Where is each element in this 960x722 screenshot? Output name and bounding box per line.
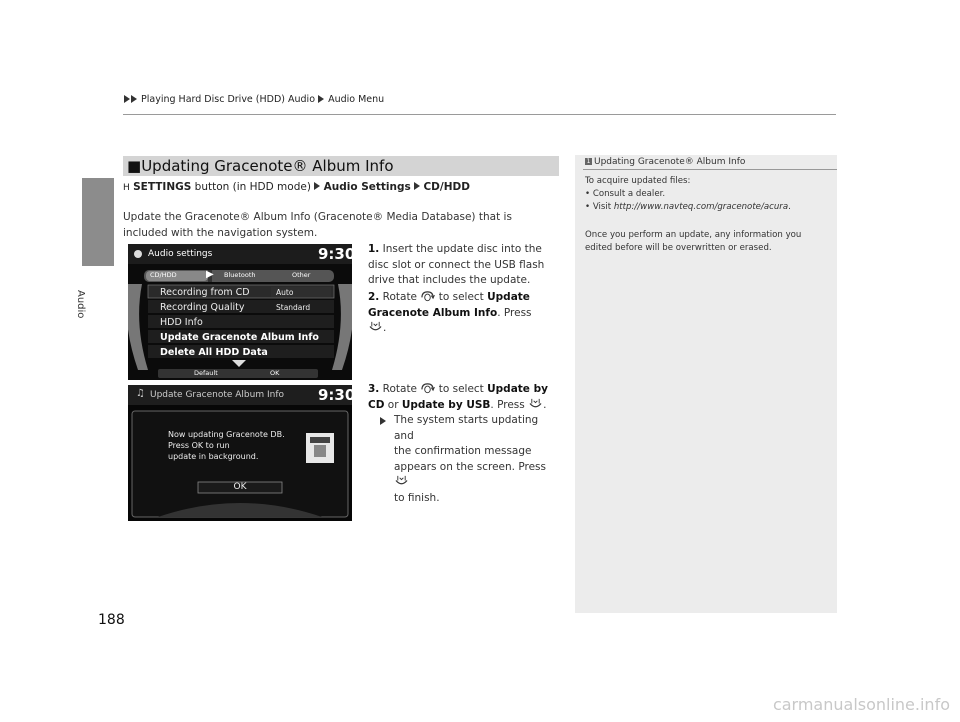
breadcrumb [124, 94, 384, 105]
section-bullet: ■ [127, 157, 142, 175]
step-text: to select [438, 291, 484, 303]
screen2-clock: 9:30 [318, 386, 356, 404]
screen2-title: Update Gracenote Album Info [150, 390, 285, 400]
note-bullet: • Consult a dealer. [585, 189, 666, 199]
update-message [168, 429, 285, 462]
step-menu-item: Update by CD [368, 383, 548, 411]
interface-dial-press-icon [528, 398, 543, 410]
music-note-icon: ♫ [136, 388, 145, 399]
menu-path [123, 181, 470, 193]
settings-button-label: SETTINGS [133, 181, 192, 193]
breadcrumb-item[interactable]: Playing Hard Disc Drive (HDD) Audio [141, 94, 316, 105]
bullet-text: Consult a dealer. [592, 189, 666, 199]
interface-dial-press-icon [368, 321, 383, 333]
step-number: 3. [368, 383, 380, 395]
header-rule [123, 114, 836, 115]
result-text: the confirmation message [394, 445, 532, 457]
tab-arrow-icon: ▶ [206, 269, 214, 280]
audio-icon [134, 250, 142, 258]
breadcrumb-arrow-icon [131, 95, 137, 103]
menu-row-label[interactable]: HDD Info [160, 317, 203, 328]
tab-other[interactable]: Other [292, 271, 311, 279]
step-menu-item: Update Gracenote Album Info [368, 291, 530, 319]
menu-row-value: Auto [276, 288, 294, 297]
bullet-text: Visit [592, 202, 612, 212]
menu-row-label[interactable]: Recording from CD [160, 287, 250, 298]
section-title [127, 157, 394, 175]
result-text: The system starts updating and [394, 414, 539, 442]
section-title-text: Updating Gracenote® Album Info [141, 157, 394, 175]
step-text: Insert the update disc into the disc slot or connect the USB flash drive that includes the update. [368, 243, 545, 286]
path-arrow-icon [414, 182, 420, 190]
screen1-clock: 9:30 [318, 245, 356, 263]
note-line: edited before will be overwritten or erased. [585, 243, 772, 253]
chapter-tab [82, 178, 114, 266]
ok-button[interactable]: OK [233, 482, 247, 492]
step-menu-item: Update by USB [401, 398, 491, 411]
note-title-text: Updating Gracenote® Album Info [594, 157, 746, 167]
step-number: 1. [368, 243, 380, 255]
step-text: to select [438, 383, 484, 395]
default-button[interactable]: Default [194, 369, 218, 377]
audio-settings-screenshot [128, 244, 356, 380]
note-panel [575, 155, 837, 613]
path-item: Audio Settings [323, 181, 411, 193]
step-text: . [383, 322, 387, 334]
interface-dial-rotate-icon [420, 382, 435, 394]
step-2 [368, 290, 560, 337]
interface-dial-press-icon [394, 475, 409, 487]
step-text: . Press [497, 306, 532, 319]
menu-row-value: Standard [276, 303, 311, 312]
tab-bluetooth[interactable]: Bluetooth [224, 271, 256, 279]
path-arrow-icon [314, 182, 320, 190]
step-text: or [387, 398, 399, 411]
interface-dial-rotate-icon [420, 290, 435, 302]
result-text: appears on the screen. Press [394, 460, 546, 473]
menu-row-label[interactable]: Update Gracenote Album Info [160, 332, 319, 343]
section-intro: Update the Gracenote® Album Info (Gracenote® Media Database) that is included with the navigation system. [123, 211, 512, 239]
note-line: Once you perform an update, any information you [585, 230, 802, 240]
bullet-text: . [788, 202, 791, 212]
note-number-badge: 1 [586, 158, 591, 165]
step-3 [368, 382, 560, 506]
step-text: . Press [490, 398, 525, 411]
breadcrumb-item[interactable]: Audio Menu [328, 94, 385, 105]
result-text: to finish. [394, 491, 440, 504]
breadcrumb-arrow-icon [124, 95, 130, 103]
message-line: update in background. [168, 452, 259, 461]
step-text: Rotate [382, 291, 418, 303]
breadcrumb-arrow-icon [318, 95, 324, 103]
step-text: Rotate [382, 383, 418, 395]
step-1 [368, 242, 560, 289]
tab-cd-hdd[interactable]: CD/HDD [150, 271, 177, 279]
note-paragraph [585, 229, 801, 255]
result-arrow-icon [380, 417, 386, 425]
path-item: CD/HDD [423, 181, 470, 193]
update-gracenote-screenshot [128, 385, 356, 521]
step-number: 2. [368, 291, 380, 303]
watermark-link[interactable]: carmanualsonline.info [772, 695, 950, 714]
menu-row-label[interactable]: Delete All HDD Data [160, 347, 268, 358]
home-button-icon: H [123, 183, 130, 193]
step-text: . [543, 398, 547, 411]
note-bullet: • Visit http://www.navteq.com/gracenote/acura. [585, 202, 791, 212]
chapter-label: Audio [75, 290, 86, 319]
page-number: 188 [98, 612, 125, 628]
note-rule [583, 169, 837, 170]
screen1-title: Audio settings [148, 249, 213, 259]
menu-row-label[interactable]: Recording Quality [160, 302, 245, 313]
note-intro: To acquire updated files: [585, 176, 691, 186]
message-line: Press OK to run [168, 441, 230, 450]
path-mode-text: button (in HDD mode) [194, 181, 311, 193]
ok-button[interactable]: OK [270, 369, 280, 377]
note-title [585, 157, 745, 167]
message-line: Now updating Gracenote DB. [168, 430, 285, 439]
acura-gracenote-link[interactable]: http://www.navteq.com/gracenote/acura [613, 202, 789, 212]
